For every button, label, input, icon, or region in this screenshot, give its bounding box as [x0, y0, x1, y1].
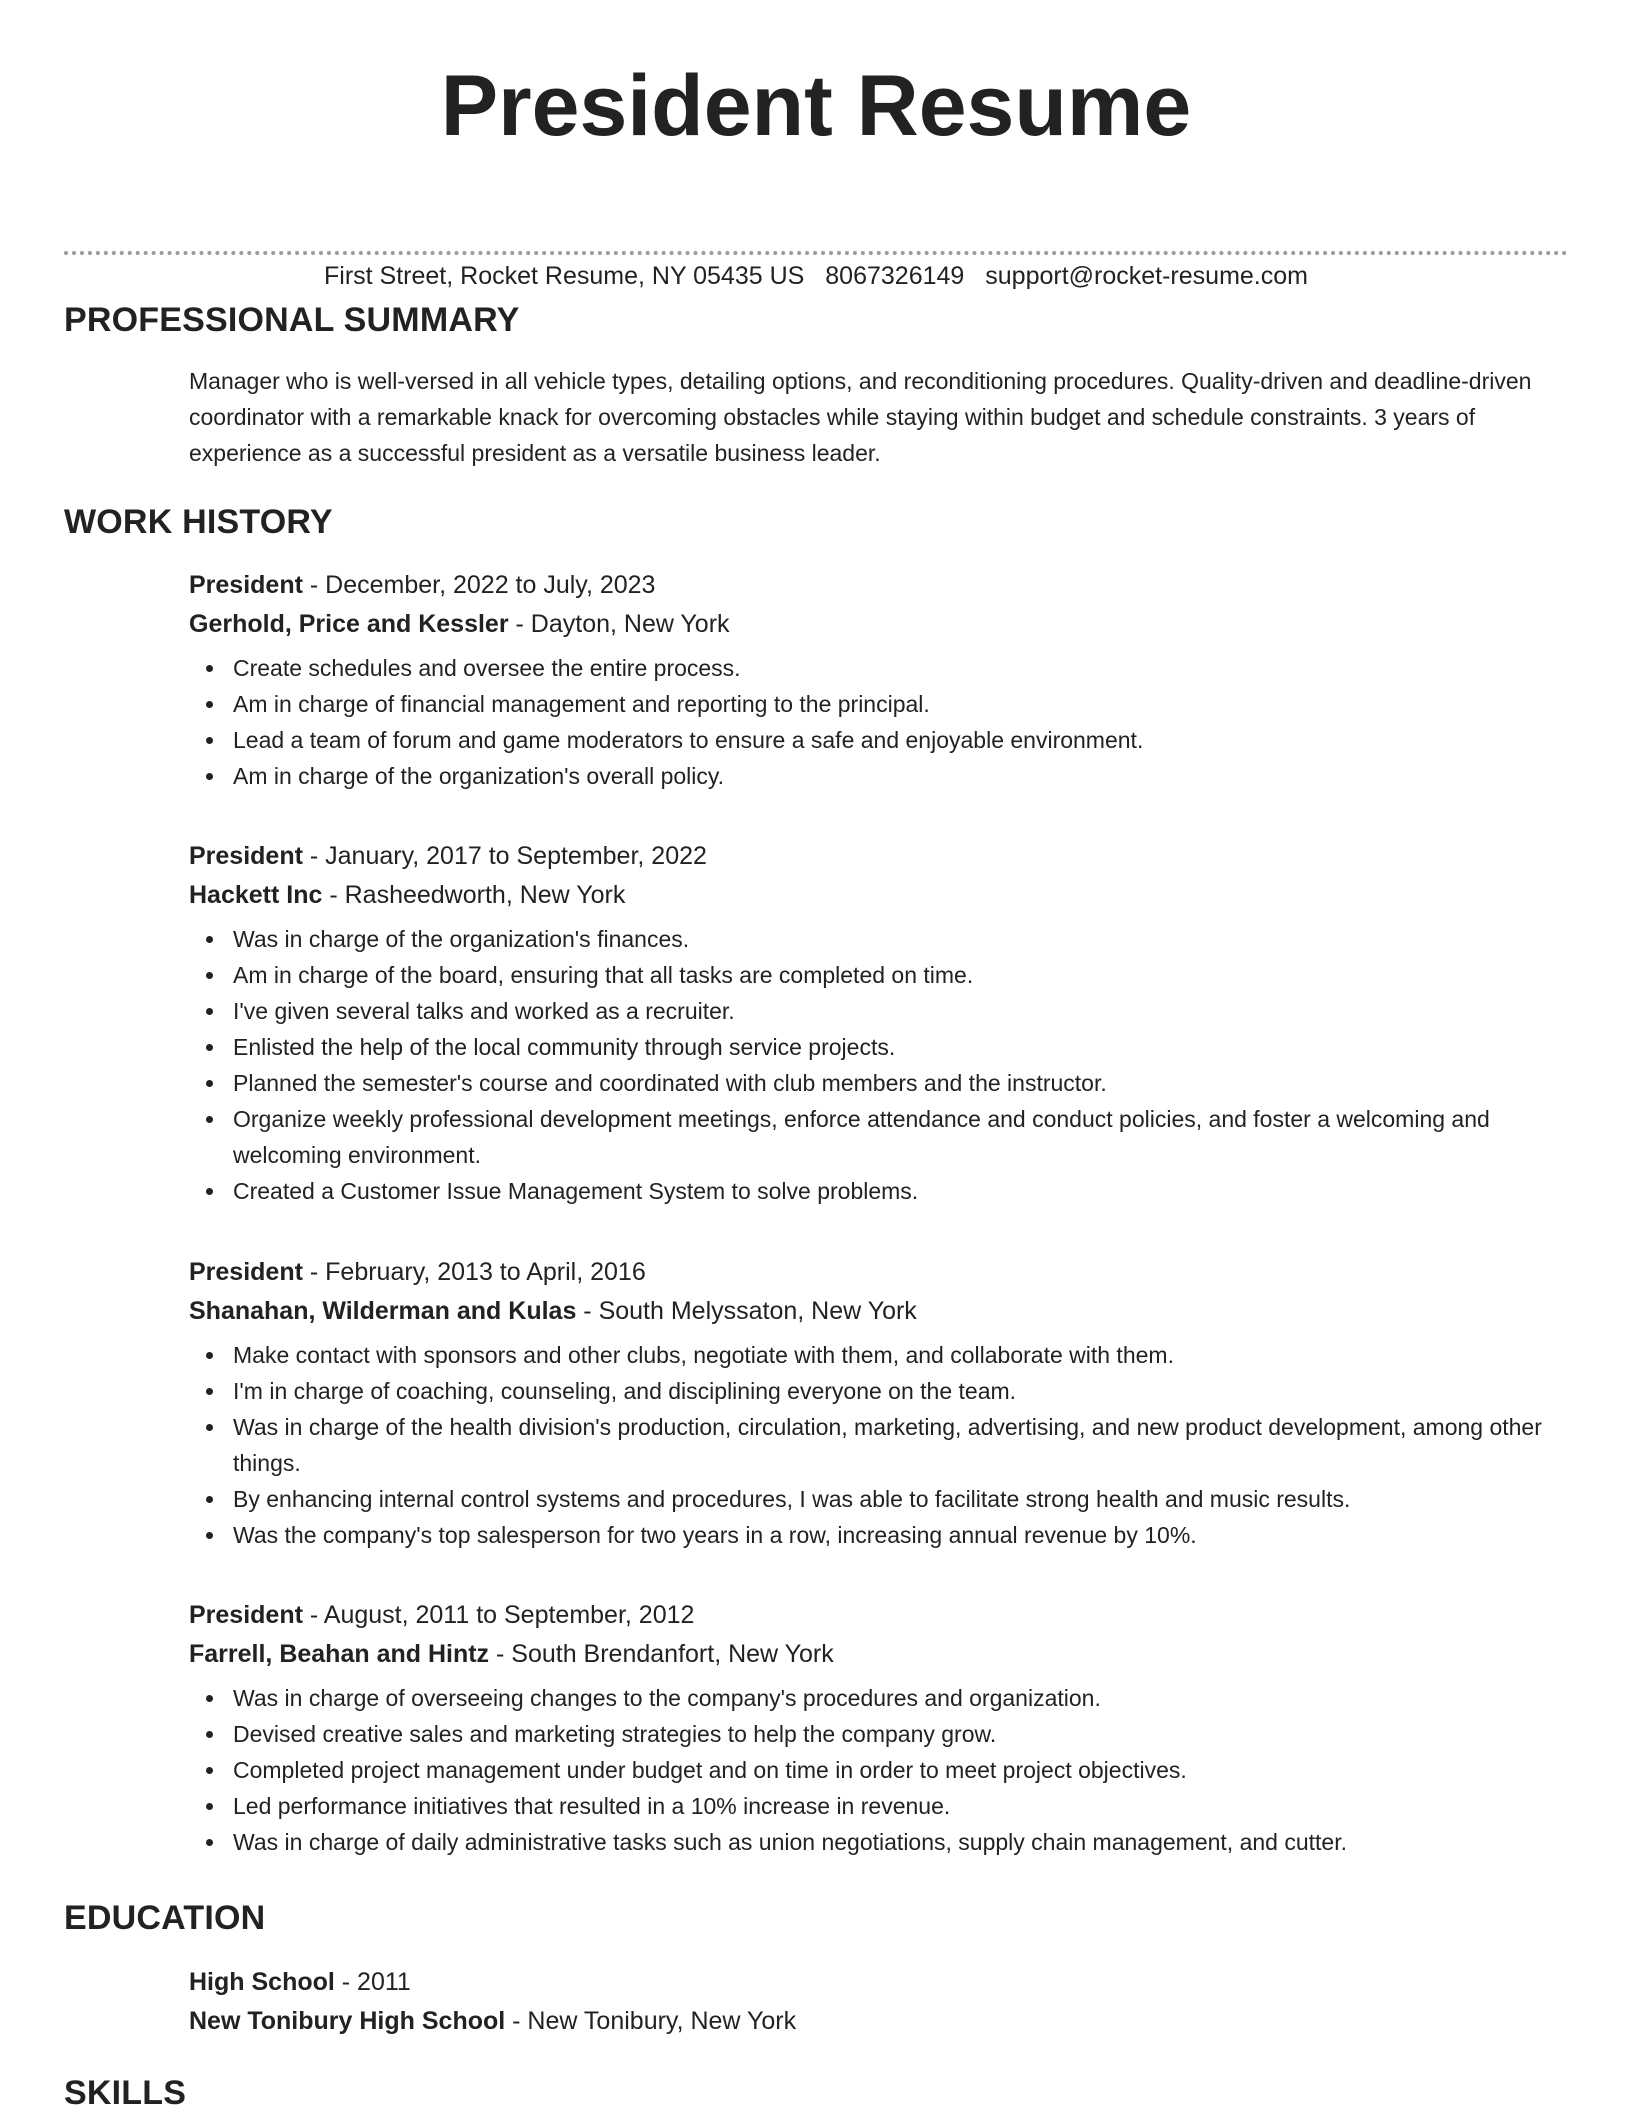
job-dates: - August, 2011 to September, 2012: [302, 1601, 695, 1629]
list-item: Enlisted the help of the local community through service projects.: [233, 1029, 1568, 1065]
summary-text: Manager who is well-versed in all vehicle types, detailing options, and reconditioning procedures. Quality-driven and deadline-driven coordinator with a remarkable knack for overcoming obstacles while staying within budget and schedule constraints. 3 years of experience as a successful president as a versatile business leader.: [189, 368, 1532, 466]
job-title: President: [189, 1601, 303, 1629]
job-bullets: [189, 650, 1568, 794]
job-company-line: [189, 1638, 1568, 1670]
section-title-summary: PROFESSIONAL SUMMARY: [64, 301, 520, 339]
job-company-line: [189, 608, 1568, 640]
education-entry: [189, 1966, 1568, 2037]
job-location: - South Melyssaton, New York: [576, 1297, 917, 1325]
list-item: Devised creative sales and marketing strategies to help the company grow.: [233, 1716, 1568, 1752]
job-dates: - December, 2022 to July, 2023: [302, 571, 656, 599]
list-item: I'm in charge of coaching, counseling, and disciplining everyone on the team.: [233, 1373, 1568, 1409]
job-entry: [189, 1599, 1568, 1860]
job-company: Farrell, Beahan and Hintz: [189, 1640, 490, 1668]
job-dates: - February, 2013 to April, 2016: [302, 1258, 646, 1286]
job-title: President: [189, 842, 303, 870]
job-bullets: [189, 1337, 1568, 1553]
list-item: Am in charge of financial management and reporting to the principal.: [233, 686, 1568, 722]
job-title: President: [189, 571, 303, 599]
job-company-line: [189, 879, 1568, 911]
education-school: New Tonibury High School: [189, 2007, 506, 2035]
list-item: Make contact with sponsors and other clubs, negotiate with them, and collaborate with them.: [233, 1337, 1568, 1373]
job-company: Hackett Inc: [189, 881, 323, 909]
job-title: President: [189, 1258, 303, 1286]
list-item: Created a Customer Issue Management System to solve problems.: [233, 1173, 1568, 1209]
list-item: Was in charge of overseeing changes to the company's procedures and organization.: [233, 1680, 1568, 1716]
contact-email: support@rocket-resume.com: [985, 262, 1308, 290]
list-item: Am in charge of the organization's overall policy.: [233, 758, 1568, 794]
section-title-education: EDUCATION: [64, 1899, 266, 1937]
education-degree: High School: [189, 1968, 335, 1996]
list-item: By enhancing internal control systems and procedures, I was able to facilitate strong health and music results.: [233, 1481, 1568, 1517]
header-divider: [64, 251, 1568, 255]
education-location: - New Tonibury, New York: [505, 2007, 797, 2035]
list-item: I've given several talks and worked as a recruiter.: [233, 993, 1568, 1029]
list-item: Led performance initiatives that resulted in a 10% increase in revenue.: [233, 1788, 1568, 1824]
job-location: - South Brendanfort, New York: [489, 1640, 834, 1668]
job-title-line: [189, 1256, 1568, 1288]
job-bullets: [189, 921, 1568, 1209]
job-company: Gerhold, Price and Kessler: [189, 610, 509, 638]
contact-line: [0, 260, 1632, 292]
education-school-line: [189, 2005, 1568, 2037]
education-degree-line: [189, 1966, 1568, 1998]
job-dates: - January, 2017 to September, 2022: [302, 842, 707, 870]
list-item: Was in charge of the health division's production, circulation, marketing, advertising, and new product development, among other things.: [233, 1409, 1568, 1481]
job-entry: [189, 840, 1568, 1209]
job-company-line: [189, 1295, 1568, 1327]
section-title-skills: SKILLS: [64, 2074, 187, 2112]
list-item: Was in charge of the organization's finances.: [233, 921, 1568, 957]
list-item: Was in charge of daily administrative tasks such as union negotiations, supply chain management, and cutter.: [233, 1824, 1568, 1860]
job-location: - Dayton, New York: [508, 610, 730, 638]
job-bullets: [189, 1680, 1568, 1860]
page-title: President Resume: [440, 58, 1192, 154]
list-item: Am in charge of the board, ensuring that all tasks are completed on time.: [233, 957, 1568, 993]
list-item: Was the company's top salesperson for two years in a row, increasing annual revenue by 10%.: [233, 1517, 1568, 1553]
list-item: Create schedules and oversee the entire process.: [233, 650, 1568, 686]
job-title-line: [189, 840, 1568, 872]
job-entry: [189, 1256, 1568, 1553]
list-item: Completed project management under budget and on time in order to meet project objectives.: [233, 1752, 1568, 1788]
section-title-work-history: WORK HISTORY: [64, 503, 333, 541]
job-entry: [189, 569, 1568, 794]
contact-phone: 8067326149: [825, 262, 965, 290]
job-location: - Rasheedworth, New York: [322, 881, 626, 909]
list-item: Lead a team of forum and game moderators to ensure a safe and enjoyable environment.: [233, 722, 1568, 758]
contact-address: First Street, Rocket Resume, NY 05435 US: [324, 262, 805, 290]
job-title-line: [189, 1599, 1568, 1631]
job-title-line: [189, 569, 1568, 601]
list-item: Planned the semester's course and coordinated with club members and the instructor.: [233, 1065, 1568, 1101]
job-company: Shanahan, Wilderman and Kulas: [189, 1297, 577, 1325]
list-item: Organize weekly professional development meetings, enforce attendance and conduct policies, and foster a welcoming and welcoming environment.: [233, 1101, 1568, 1173]
education-year: - 2011: [334, 1968, 411, 1996]
